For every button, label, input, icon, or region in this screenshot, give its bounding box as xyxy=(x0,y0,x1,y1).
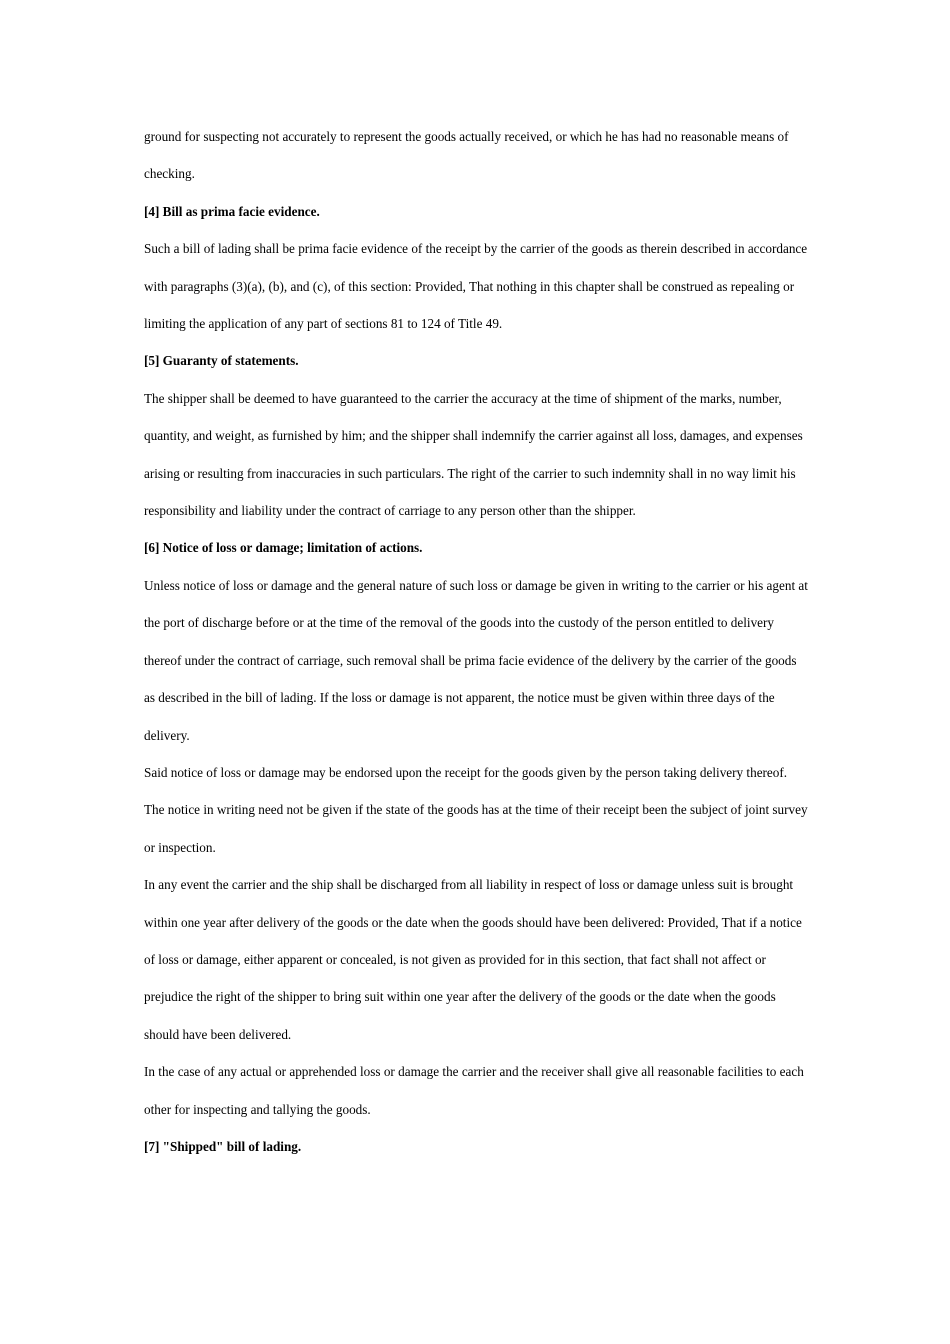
paragraph-limitation: In any event the carrier and the ship shall be discharged from all liability in respect of loss or damage unless suit is brought within one year after delivery of the goods or the date when the goods should have been delivered: Provided, That if a notice of loss or damage, either apparent or concealed, is not given as provided for in this section, that fact shall not affect or prejudice the right of the shipper to bring suit within one year after the delivery of the goods or the date when the goods should have been delivered. xyxy=(144,877,802,1042)
paragraph-continuation: ground for suspecting not accurately to represent the goods actually received, or which he has had no reasonable means of checking. xyxy=(144,129,789,182)
section-heading-5: [5] Guaranty of statements. xyxy=(144,353,299,369)
paragraph-notice-of-loss: Unless notice of loss or damage and the general nature of such loss or damage be given in writing to the carrier or his agent at the port of discharge before or at the time of the removal of the goods into the custody of the person entitled to delivery thereof under the contract of carriage, such removal shall be prima facie evidence of the delivery by the carrier of the goods as described in the bill of lading. If the loss or damage is not apparent, the notice must be given within three days of the delivery. xyxy=(144,577,808,743)
paragraph-inspection: In the case of any actual or apprehended loss or damage the carrier and the receiver shall give all reasonable facilities to each other for inspecting and tallying the goods. xyxy=(144,1064,804,1117)
section-heading-4: [4] Bill as prima facie evidence. xyxy=(144,203,320,219)
section-heading-7: [7] "Shipped" bill of lading. xyxy=(144,1138,302,1154)
paragraph-bill-prima-facie: Such a bill of lading shall be prima facie evidence of the receipt by the carrier of the goods as therein described in accordance with paragraphs (3)(a), (b), and (c), of this section: Provided, That nothing in this chapter shall be construed as repealing or limiting the application of any part of sections 81 to 124 of Title 49. xyxy=(144,241,808,332)
paragraph-joint-survey: The notice in writing need not be given if the state of the goods has at the time of their receipt been the subject of joint survey or inspection. xyxy=(144,802,808,855)
paragraph-endorsement: Said notice of loss or damage may be endorsed upon the receipt for the goods given by the person taking delivery thereof. xyxy=(144,764,788,780)
document-body xyxy=(144,118,808,1165)
paragraph-guaranty: The shipper shall be deemed to have guaranteed to the carrier the accuracy at the time of shipment of the marks, number, quantity, and weight, as furnished by him; and the shipper shall indemnify the carrier against all loss, damages, and expenses arising or resulting from inaccuracies in such particulars. The right of the carrier to such indemnity shall in no way limit his responsibility and liability under the contract of carriage to any person other than the shipper. xyxy=(144,390,803,519)
section-heading-6: [6] Notice of loss or damage; limitation of actions. xyxy=(144,540,423,556)
